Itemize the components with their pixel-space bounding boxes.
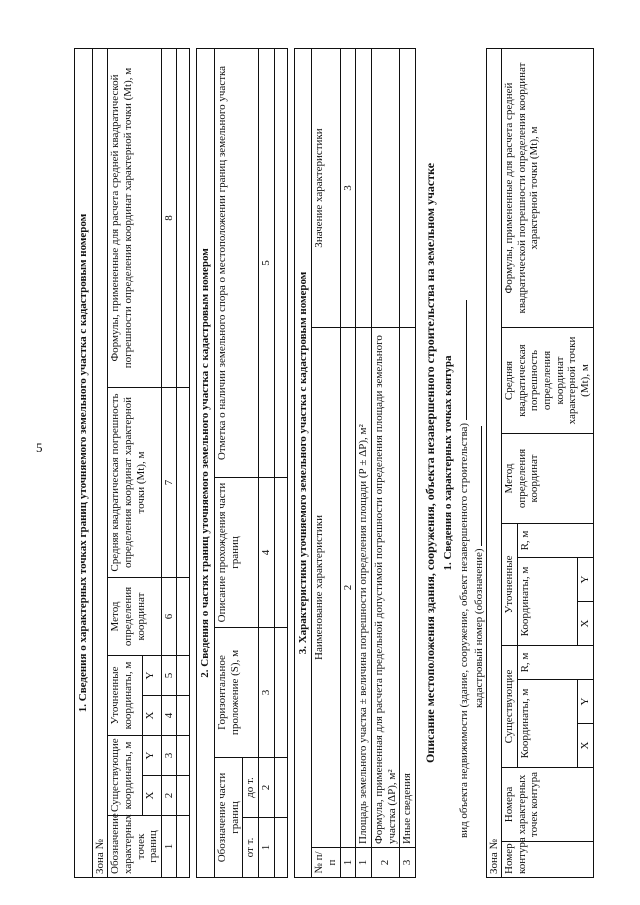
s1-col-number: 1 bbox=[161, 816, 177, 878]
s3-row-area bbox=[356, 49, 372, 878]
s1-empty-row bbox=[177, 49, 190, 878]
s2-header-description: Описание прохождения части границ bbox=[215, 478, 259, 628]
s4-header-y-existing: Y bbox=[578, 680, 594, 724]
s2-col-number: 5 bbox=[259, 49, 275, 478]
s1-col-number: 4 bbox=[161, 696, 177, 736]
section1-zone: Зона № bbox=[92, 49, 108, 878]
page-number: 5 bbox=[36, 440, 43, 455]
s3-row-number: 1 bbox=[356, 848, 372, 878]
s1-header-x-existing: X bbox=[142, 776, 161, 816]
object-type-line bbox=[456, 48, 471, 878]
s4-header-error: Средняя квадратическая погрешность определения координат характерной точки (Mt), м bbox=[502, 328, 593, 434]
s3-row-number: 3 bbox=[400, 848, 416, 878]
s3-row-number: 2 bbox=[371, 848, 399, 878]
section4-title: Описание местоположения здания, сооружения, объекта незавершенного строительства на земельном участке bbox=[422, 162, 437, 764]
s1-header-refined: Уточненные координаты, м bbox=[108, 656, 142, 736]
object-type-label: вид объекта недвижимости (здание, сооружение, объект незавершенного строительства) bbox=[458, 422, 471, 838]
s1-header-formula: Формулы, примененные для расчета средней квадратической погрешности определения координат характерной точки (Mt), м bbox=[108, 49, 162, 388]
s4-header-refined: Уточненные bbox=[502, 524, 518, 646]
s1-header-y-refined: Y bbox=[142, 656, 161, 696]
section1-title: 1. Сведения о характерных точках границ уточняемого земельного участка с кадастровым номером bbox=[75, 49, 93, 878]
cadastral-underline bbox=[471, 426, 482, 546]
s4-header-r-refined: R, м bbox=[517, 524, 593, 558]
section3-table bbox=[294, 48, 416, 878]
s2-header-designation: Обозначение части границ bbox=[215, 758, 243, 878]
s2-number-row bbox=[259, 49, 275, 878]
s4-header-contour: Номер контура bbox=[502, 842, 593, 878]
s1-col-number: 2 bbox=[161, 776, 177, 816]
s4-header-method: Метод определения координат bbox=[502, 434, 593, 524]
s3-header-num: № п/п bbox=[312, 848, 340, 878]
s3-number-row bbox=[340, 49, 356, 878]
cadastral-line bbox=[471, 48, 486, 878]
s1-col-number: 7 bbox=[161, 388, 177, 578]
s1-col-number: 8 bbox=[161, 49, 177, 388]
s2-header-dispute: Отметка о наличии земельного спора о местоположении границ земельного участка bbox=[215, 49, 259, 478]
s1-col-number: 3 bbox=[161, 736, 177, 776]
section4-subtitle: 1. Сведения о характерных точках контура bbox=[441, 355, 454, 571]
s2-col-number: 4 bbox=[259, 478, 275, 628]
section2-title: 2. Сведения о частях границ уточняемого земельного участка с кадастровым номером bbox=[197, 49, 215, 878]
s4-header-x-refined: X bbox=[578, 602, 594, 646]
section4-table bbox=[486, 48, 594, 878]
s1-header-method: Метод определения координат bbox=[108, 578, 162, 656]
s1-col-number: 6 bbox=[161, 578, 177, 656]
section2-table bbox=[196, 48, 287, 878]
s2-header-length: Горизонтальное проложение (S), м bbox=[215, 628, 259, 758]
s3-header-value: Значение характеристики bbox=[312, 49, 340, 328]
s3-row-text: Площадь земельного участка ± величина погрешности определения площади (Р ± ΔР), м² bbox=[356, 328, 372, 848]
object-type-underline bbox=[456, 300, 467, 420]
s4-header-r-existing: R, м bbox=[517, 646, 593, 680]
s3-col-number: 3 bbox=[340, 49, 356, 328]
s1-col-number: 5 bbox=[161, 656, 177, 696]
s1-header-existing: Существующие координаты, м bbox=[108, 736, 142, 816]
s1-number-row bbox=[161, 49, 177, 878]
s3-header-name: Наименование характеристики bbox=[312, 328, 340, 848]
s1-header-designation: Обозначение характерных точек границ bbox=[108, 816, 162, 878]
s3-col-number: 1 bbox=[340, 848, 356, 878]
s3-row-text: Формула, примененная для расчета предельной допустимой погрешности определения площади земельного участка (ΔР), м² bbox=[371, 328, 399, 848]
s2-header-to: до т. bbox=[243, 758, 259, 818]
s3-row-value bbox=[356, 49, 372, 328]
s2-col-number: 1 bbox=[259, 818, 275, 878]
section1-table bbox=[74, 48, 190, 878]
section4-zone: Зона № bbox=[486, 49, 502, 878]
s4-header-y-refined: Y bbox=[578, 558, 594, 602]
s3-row-formula bbox=[371, 49, 399, 878]
s2-col-number: 3 bbox=[259, 628, 275, 758]
s3-col-number: 2 bbox=[340, 328, 356, 848]
s1-header-x-refined: X bbox=[142, 696, 161, 736]
s3-row-value bbox=[371, 49, 399, 328]
section3-title: 3. Характеристики уточняемого земельного участка с кадастровым номером bbox=[294, 49, 312, 878]
s1-header-error: Средняя квадратическая погрешность определения координат характерной точки (Mt), м bbox=[108, 388, 162, 578]
s1-header-y-existing: Y bbox=[142, 736, 161, 776]
s2-col-number: 2 bbox=[259, 758, 275, 818]
s3-row-value bbox=[400, 49, 416, 328]
s2-empty-row bbox=[274, 49, 287, 878]
s4-header-points: Номера характерных точек контура bbox=[502, 768, 593, 842]
s2-header-from: от т. bbox=[243, 818, 259, 878]
s4-header-coords-refined: Координаты, м bbox=[517, 558, 577, 646]
s4-header-x-existing: X bbox=[578, 724, 594, 768]
s3-row-other bbox=[400, 49, 416, 878]
s4-header-coords-existing: Координаты, м bbox=[517, 680, 577, 768]
cadastral-label: кадастровый номер (обозначение) bbox=[472, 548, 485, 708]
s3-row-text: Иные сведения bbox=[400, 328, 416, 848]
rotated-form-sheet bbox=[74, 48, 626, 878]
s4-header-existing: Существующие bbox=[502, 646, 518, 768]
s4-header-formula: Формулы, примененные для расчета средней квадратической погрешности определения координат характерной точки (Mt), м bbox=[502, 49, 593, 328]
